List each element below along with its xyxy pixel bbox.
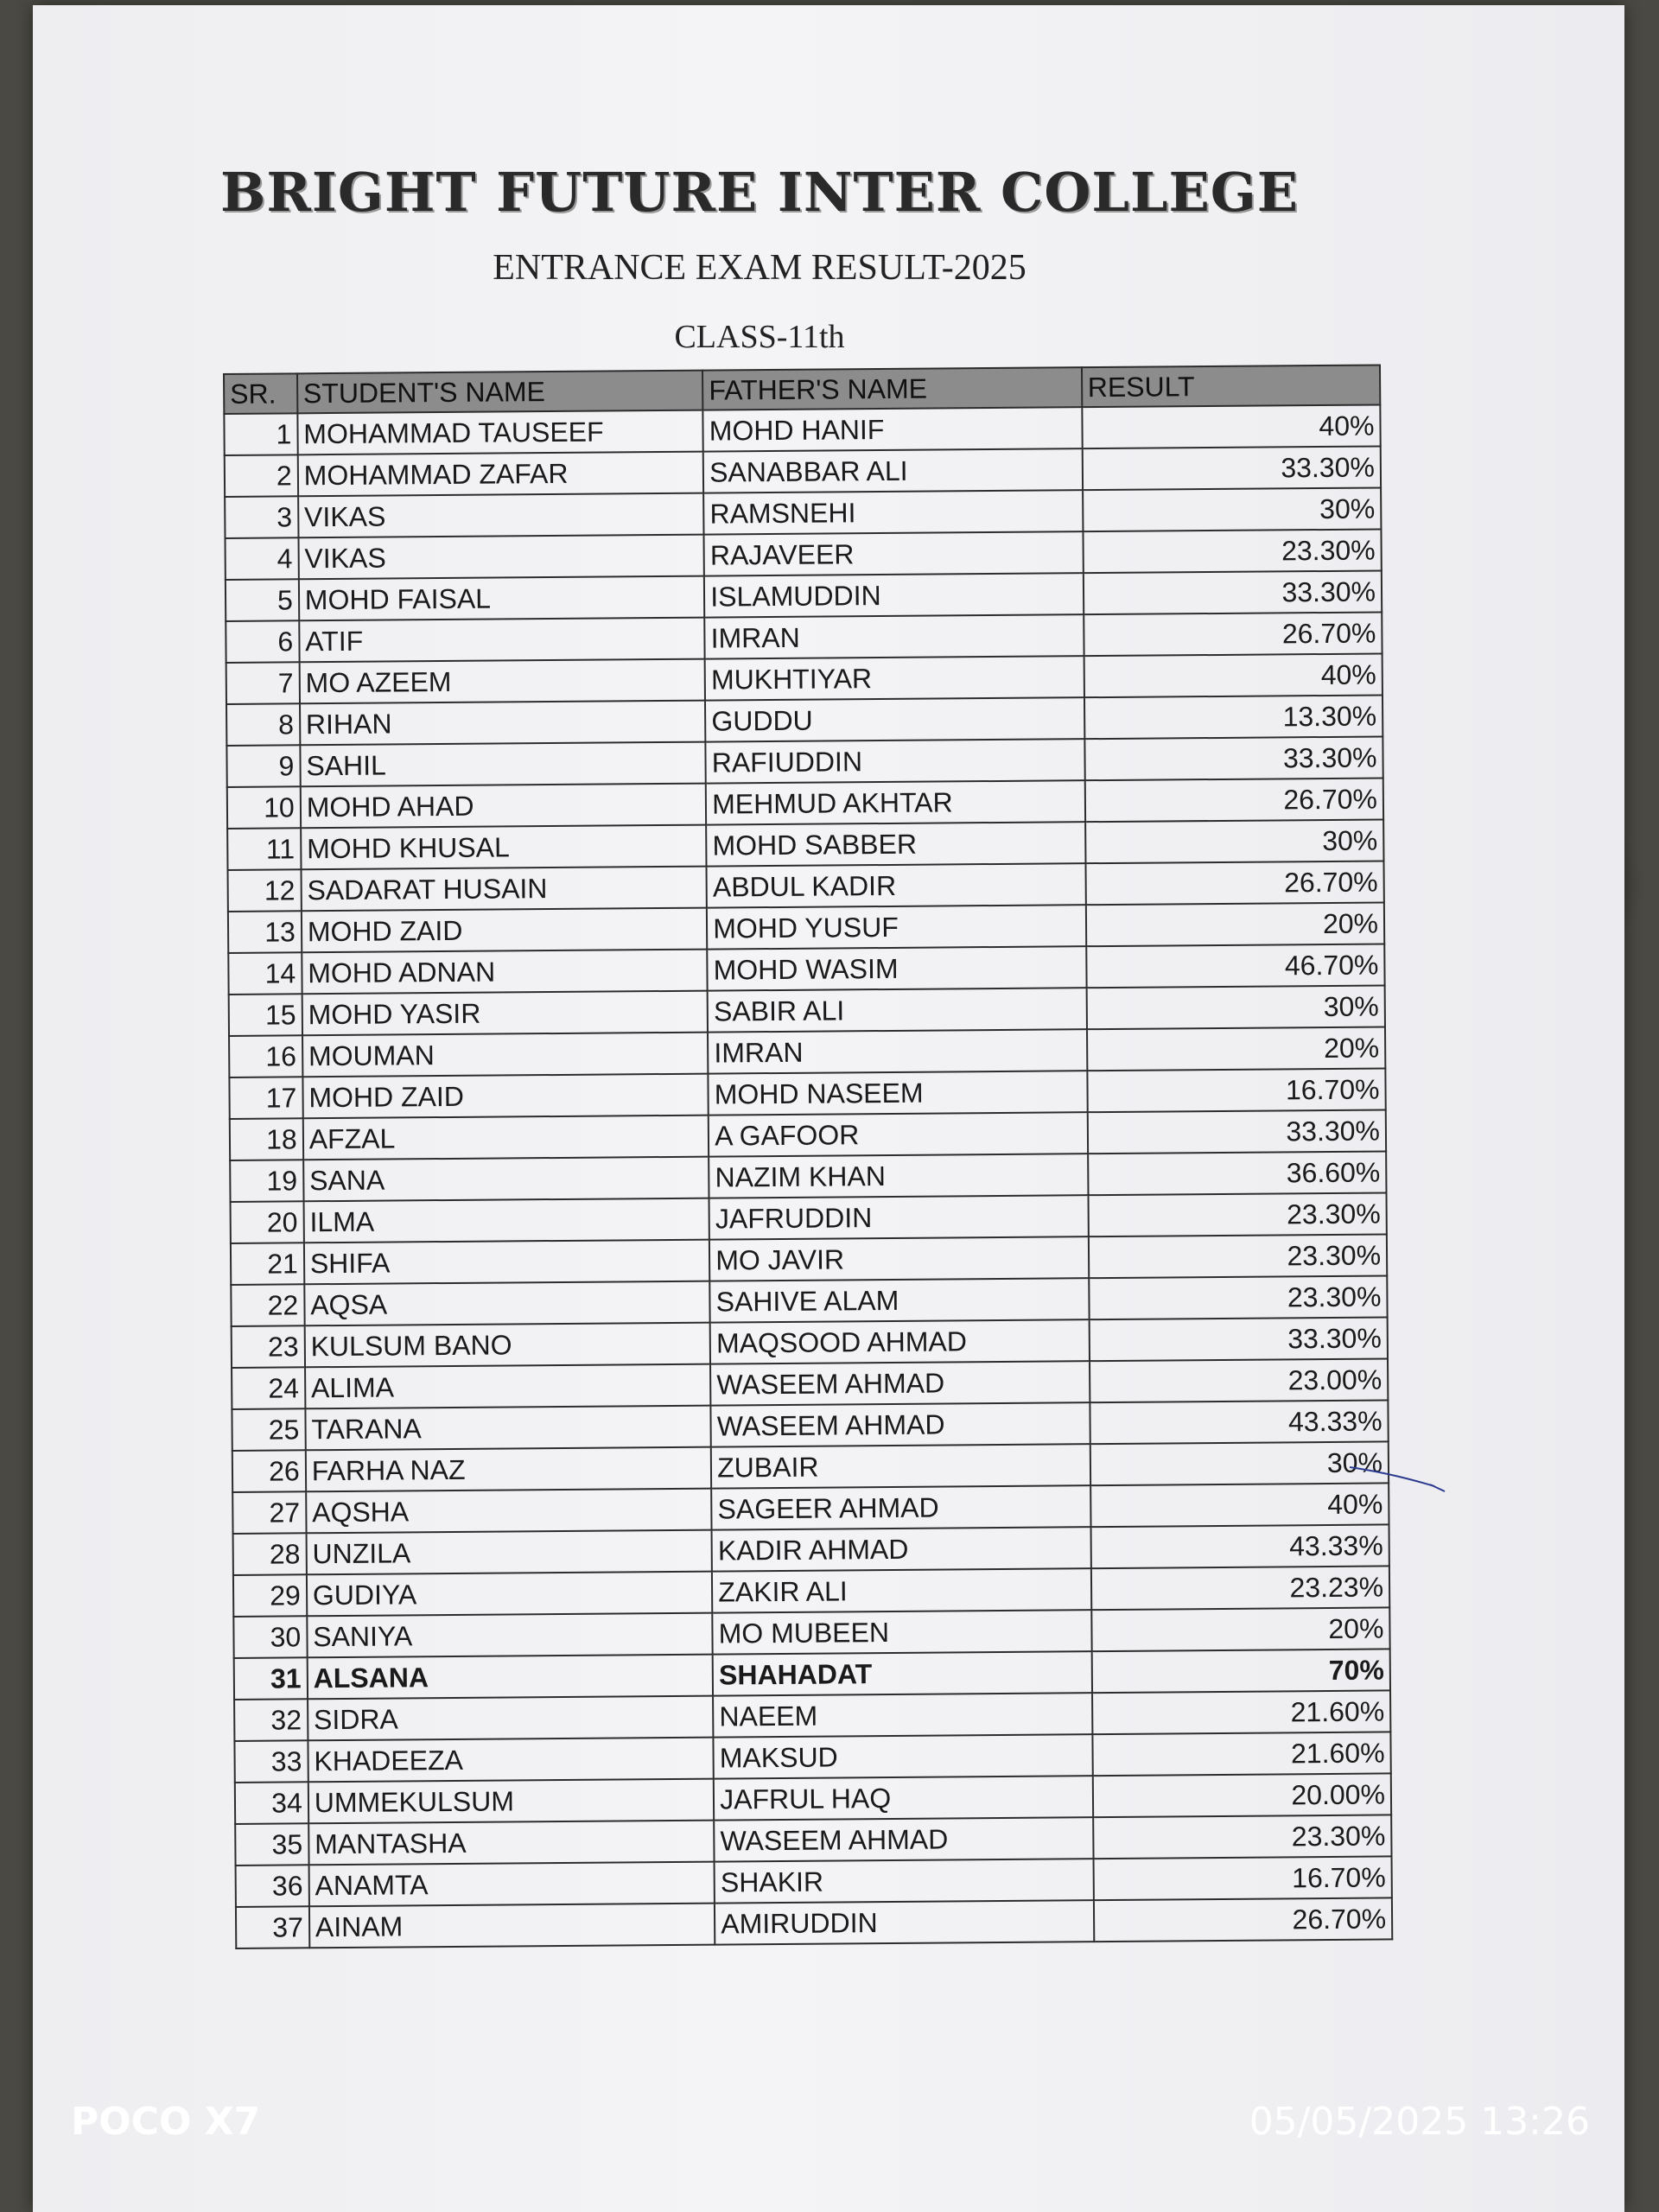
cell-student-name: MO AZEEM bbox=[299, 659, 705, 704]
cell-result: 20% bbox=[1087, 1027, 1386, 1071]
cell-father-name: NAZIM KHAN bbox=[709, 1154, 1088, 1198]
cell-sr: 28 bbox=[233, 1533, 307, 1575]
cell-father-name: SAHIVE ALAM bbox=[709, 1278, 1089, 1322]
cell-sr: 12 bbox=[228, 869, 302, 912]
cell-father-name: WASEEM AHMAD bbox=[711, 1402, 1090, 1446]
cell-father-name: MAKSUD bbox=[714, 1734, 1093, 1778]
cell-result: 23.30% bbox=[1089, 1275, 1388, 1319]
cell-student-name: FARHA NAZ bbox=[306, 1447, 712, 1492]
cell-sr: 4 bbox=[226, 537, 299, 580]
pen-mark bbox=[1348, 1460, 1452, 1503]
cell-result: 30% bbox=[1083, 487, 1382, 531]
cell-father-name: MOHD NASEEM bbox=[709, 1071, 1088, 1115]
cell-sr: 6 bbox=[226, 620, 299, 663]
cell-father-name: JAFRUL HAQ bbox=[714, 1776, 1093, 1820]
cell-father-name: MEHMUD AKHTAR bbox=[706, 780, 1085, 824]
cell-father-name: RAJAVEER bbox=[704, 531, 1084, 575]
cell-student-name: SADARAT HUSAIN bbox=[301, 867, 707, 912]
cell-result: 16.70% bbox=[1093, 1856, 1392, 1900]
cell-father-name: MOHD YUSUF bbox=[707, 905, 1086, 949]
class-label: CLASS-11th bbox=[674, 319, 845, 355]
cell-student-name: SANIYA bbox=[307, 1613, 713, 1658]
cell-father-name: IMRAN bbox=[708, 1029, 1087, 1073]
cell-father-name: SAGEER AHMAD bbox=[711, 1485, 1090, 1529]
column-header-sr: SR. bbox=[224, 373, 297, 414]
cell-father-name: MOHD HANIF bbox=[703, 407, 1083, 451]
cell-sr: 32 bbox=[234, 1699, 308, 1741]
cell-sr: 36 bbox=[236, 1865, 309, 1907]
cell-student-name: ATIF bbox=[299, 618, 705, 663]
cell-result: 21.60% bbox=[1092, 1732, 1391, 1776]
cell-sr: 33 bbox=[234, 1740, 308, 1783]
cell-student-name: ALSANA bbox=[307, 1655, 713, 1700]
cell-sr: 19 bbox=[230, 1160, 303, 1202]
cell-sr: 7 bbox=[226, 662, 300, 704]
cell-result: 21.60% bbox=[1092, 1690, 1391, 1734]
cell-result: 70% bbox=[1091, 1649, 1390, 1693]
cell-student-name: MOHD AHAD bbox=[301, 784, 707, 829]
cell-sr: 30 bbox=[233, 1616, 307, 1658]
cell-sr: 20 bbox=[231, 1201, 304, 1243]
cell-student-name: MOHD FAISAL bbox=[299, 576, 705, 621]
cell-student-name: KULSUM BANO bbox=[304, 1323, 710, 1368]
cell-father-name: MO MUBEEN bbox=[712, 1610, 1091, 1654]
cell-sr: 15 bbox=[229, 994, 302, 1036]
cell-result: 30% bbox=[1086, 985, 1385, 1029]
cell-father-name: MOHD WASIM bbox=[707, 946, 1086, 990]
results-table-body bbox=[224, 404, 1392, 1948]
cell-student-name: AFZAL bbox=[303, 1116, 709, 1160]
table-row bbox=[236, 1897, 1392, 1948]
cell-father-name: KADIR AHMAD bbox=[712, 1527, 1091, 1571]
cell-student-name: UMMEKULSUM bbox=[308, 1779, 715, 1824]
cell-result: 33.30% bbox=[1089, 1317, 1388, 1361]
cell-father-name: IMRAN bbox=[704, 614, 1084, 658]
cell-father-name: NAEEM bbox=[713, 1693, 1092, 1737]
cell-sr: 13 bbox=[228, 911, 302, 953]
cell-father-name: ISLAMUDDIN bbox=[704, 573, 1084, 617]
cell-sr: 1 bbox=[224, 413, 297, 455]
cell-sr: 35 bbox=[235, 1823, 308, 1866]
cell-student-name: UNZILA bbox=[306, 1530, 712, 1575]
cell-result: 26.70% bbox=[1084, 612, 1382, 656]
cell-result: 26.70% bbox=[1085, 861, 1384, 905]
cell-student-name: SAHIL bbox=[300, 742, 706, 787]
cell-student-name: VIKAS bbox=[298, 535, 704, 580]
cell-sr: 14 bbox=[228, 952, 302, 995]
cell-sr: 16 bbox=[229, 1035, 302, 1077]
cell-sr: 3 bbox=[225, 496, 298, 538]
cell-sr: 25 bbox=[232, 1408, 305, 1451]
cell-student-name: AINAM bbox=[309, 1904, 715, 1948]
cell-sr: 23 bbox=[232, 1325, 305, 1368]
cell-result: 26.70% bbox=[1094, 1897, 1393, 1942]
cell-student-name: SHIFA bbox=[304, 1240, 710, 1285]
cell-result: 26.70% bbox=[1084, 778, 1383, 822]
cell-father-name: A GAFOOR bbox=[709, 1112, 1088, 1156]
cell-student-name: GUDIYA bbox=[307, 1572, 713, 1617]
cell-father-name: MAQSOOD AHMAD bbox=[710, 1319, 1090, 1363]
cell-student-name: MOUMAN bbox=[302, 1033, 709, 1077]
cell-result: 43.33% bbox=[1090, 1524, 1389, 1568]
results-table bbox=[223, 364, 1393, 1948]
cell-father-name: ZUBAIR bbox=[711, 1444, 1090, 1488]
cell-sr: 37 bbox=[236, 1906, 309, 1948]
cell-student-name: ALIMA bbox=[305, 1364, 711, 1409]
cell-father-name: MOHD SABBER bbox=[706, 822, 1085, 866]
cell-result: 33.30% bbox=[1083, 570, 1382, 614]
cell-result: 33.30% bbox=[1082, 446, 1381, 490]
cell-result: 23.30% bbox=[1083, 529, 1382, 573]
column-header-result: RESULT bbox=[1082, 365, 1381, 407]
cell-father-name: RAFIUDDIN bbox=[706, 739, 1085, 783]
camera-watermark-datetime: 05/05/2025 13:26 bbox=[1249, 2100, 1590, 2144]
cell-result: 16.70% bbox=[1087, 1068, 1386, 1112]
cell-sr: 26 bbox=[232, 1450, 306, 1492]
cell-student-name: MOHD YASIR bbox=[302, 991, 708, 1036]
cell-result: 20.00% bbox=[1092, 1773, 1391, 1817]
camera-watermark-device: POCO X7 bbox=[71, 2100, 261, 2144]
cell-student-name: SANA bbox=[303, 1157, 709, 1202]
cell-father-name: SHAHADAT bbox=[713, 1651, 1092, 1695]
cell-father-name: SANABBAR ALI bbox=[703, 448, 1083, 493]
cell-result: 46.70% bbox=[1086, 944, 1385, 988]
cell-result: 36.60% bbox=[1088, 1151, 1387, 1195]
cell-result: 40% bbox=[1082, 404, 1381, 448]
cell-father-name: WASEEM AHMAD bbox=[714, 1817, 1093, 1861]
cell-student-name: MOHD ADNAN bbox=[302, 950, 708, 995]
cell-sr: 17 bbox=[229, 1077, 302, 1119]
cell-student-name: AQSHA bbox=[306, 1489, 712, 1534]
cell-father-name: ZAKIR ALI bbox=[712, 1568, 1091, 1612]
cell-father-name: SABIR ALI bbox=[708, 988, 1087, 1032]
cell-result: 23.00% bbox=[1090, 1358, 1389, 1402]
cell-sr: 5 bbox=[226, 579, 299, 621]
cell-student-name: SIDRA bbox=[308, 1696, 714, 1741]
cell-father-name: GUDDU bbox=[705, 697, 1084, 741]
cell-student-name: MOHD ZAID bbox=[302, 1074, 709, 1119]
college-title: BRIGHT FUTURE INTER COLLEGE bbox=[219, 161, 1300, 224]
cell-student-name: RIHAN bbox=[300, 701, 706, 746]
cell-sr: 24 bbox=[232, 1367, 305, 1409]
cell-result: 30% bbox=[1090, 1441, 1389, 1485]
cell-father-name: MUKHTIYAR bbox=[705, 656, 1084, 700]
cell-sr: 22 bbox=[231, 1284, 304, 1326]
cell-result: 20% bbox=[1091, 1607, 1390, 1651]
cell-result: 33.30% bbox=[1087, 1109, 1386, 1154]
cell-student-name: MOHD ZAID bbox=[302, 908, 708, 953]
cell-result: 13.30% bbox=[1084, 695, 1383, 739]
cell-sr: 8 bbox=[226, 703, 300, 746]
cell-result: 33.30% bbox=[1084, 736, 1383, 780]
cell-student-name: MOHAMMAD ZAFAR bbox=[298, 452, 704, 497]
cell-student-name: MOHD KHUSAL bbox=[301, 825, 707, 870]
cell-student-name: TARANA bbox=[305, 1406, 711, 1451]
cell-sr: 29 bbox=[233, 1574, 307, 1617]
cell-student-name: ILMA bbox=[303, 1198, 709, 1243]
column-header-father-name: FATHER'S NAME bbox=[702, 367, 1082, 410]
cell-result: 23.30% bbox=[1088, 1192, 1387, 1236]
cell-sr: 18 bbox=[230, 1118, 303, 1160]
cell-sr: 34 bbox=[235, 1782, 308, 1824]
cell-father-name: WASEEM AHMAD bbox=[710, 1361, 1090, 1405]
cell-result: 20% bbox=[1085, 902, 1384, 946]
cell-sr: 2 bbox=[225, 454, 298, 497]
cell-father-name: SHAKIR bbox=[715, 1859, 1094, 1903]
cell-student-name: VIKAS bbox=[298, 493, 704, 538]
cell-student-name: ANAMTA bbox=[308, 1862, 715, 1907]
cell-result: 43.33% bbox=[1090, 1400, 1389, 1444]
cell-sr: 21 bbox=[231, 1243, 304, 1285]
cell-result: 40% bbox=[1084, 653, 1382, 697]
cell-result: 30% bbox=[1085, 819, 1384, 863]
cell-student-name: MANTASHA bbox=[308, 1821, 715, 1866]
cell-father-name: AMIRUDDIN bbox=[715, 1900, 1094, 1944]
cell-sr: 27 bbox=[232, 1491, 306, 1534]
cell-sr: 9 bbox=[226, 745, 300, 787]
cell-student-name: KHADEEZA bbox=[308, 1738, 714, 1783]
cell-student-name: MOHAMMAD TAUSEEF bbox=[297, 410, 703, 455]
cell-father-name: RAMSNEHI bbox=[703, 490, 1083, 534]
cell-sr: 11 bbox=[227, 828, 301, 870]
cell-sr: 10 bbox=[227, 786, 301, 829]
cell-result: 23.30% bbox=[1088, 1234, 1387, 1278]
column-header-student-name: STUDENT'S NAME bbox=[297, 371, 703, 414]
cell-sr: 31 bbox=[234, 1657, 308, 1700]
exam-subtitle: ENTRANCE EXAM RESULT-2025 bbox=[493, 248, 1027, 288]
cell-result: 23.30% bbox=[1093, 1815, 1392, 1859]
cell-father-name: MO JAVIR bbox=[709, 1236, 1089, 1281]
cell-student-name: AQSA bbox=[304, 1281, 710, 1326]
cell-result: 40% bbox=[1090, 1483, 1389, 1527]
cell-result: 23.23% bbox=[1091, 1566, 1390, 1610]
cell-father-name: JAFRUDDIN bbox=[709, 1195, 1089, 1239]
cell-father-name: ABDUL KADIR bbox=[707, 863, 1086, 907]
